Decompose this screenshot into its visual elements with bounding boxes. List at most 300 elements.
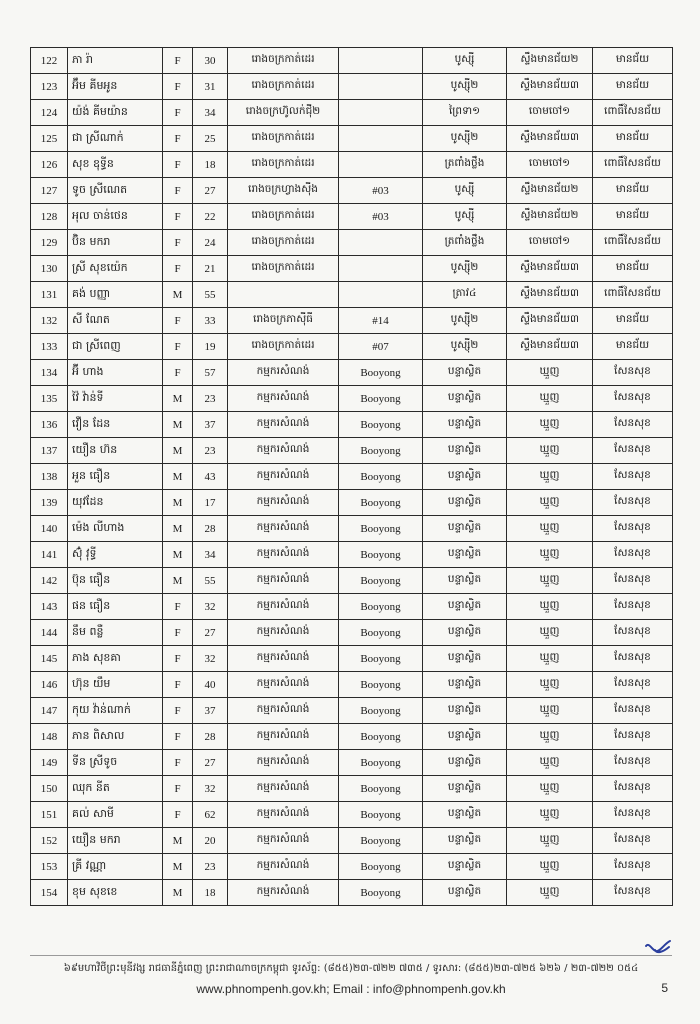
sex-cell: M bbox=[163, 282, 193, 308]
row-number-cell: 144 bbox=[31, 620, 68, 646]
village-cell: ត្រាវ៤ bbox=[423, 282, 507, 308]
commune-cell: ចោមចៅ១ bbox=[507, 152, 593, 178]
worker-name-cell: ហ៊ុន យឹម bbox=[68, 672, 163, 698]
sex-cell: M bbox=[163, 828, 193, 854]
worker-name-cell: ស្រី សុខយ៉េក bbox=[68, 256, 163, 282]
worker-name-cell: ស៊ុំ វុទ្ធី bbox=[68, 542, 163, 568]
table-row bbox=[31, 542, 673, 568]
code-cell bbox=[339, 48, 423, 74]
workplace-cell: កម្មករសំណង់ bbox=[228, 412, 339, 438]
code-cell: Booyong bbox=[339, 646, 423, 672]
age-cell: 32 bbox=[193, 776, 228, 802]
sex-cell: M bbox=[163, 854, 193, 880]
row-number-cell: 135 bbox=[31, 386, 68, 412]
sex-cell: F bbox=[163, 594, 193, 620]
code-cell: Booyong bbox=[339, 464, 423, 490]
age-cell: 55 bbox=[193, 282, 228, 308]
commune-cell: ស្ទឹងមានជ័យ៣ bbox=[507, 74, 593, 100]
village-cell: បន្ទាស្លិត bbox=[423, 750, 507, 776]
row-number-cell: 142 bbox=[31, 568, 68, 594]
workplace-cell: កម្មករសំណង់ bbox=[228, 490, 339, 516]
workplace-cell: កម្មករសំណង់ bbox=[228, 750, 339, 776]
row-number-cell: 133 bbox=[31, 334, 68, 360]
table-row bbox=[31, 438, 673, 464]
row-number-cell: 127 bbox=[31, 178, 68, 204]
worker-name-cell: វ៉ៃ វ៉ាន់ទី bbox=[68, 386, 163, 412]
row-number-cell: 149 bbox=[31, 750, 68, 776]
district-cell: សែនសុខ bbox=[593, 542, 673, 568]
table-row bbox=[31, 126, 673, 152]
table-row bbox=[31, 386, 673, 412]
worker-name-cell: អុល ចាន់ថេន bbox=[68, 204, 163, 230]
row-number-cell: 131 bbox=[31, 282, 68, 308]
row-number-cell: 140 bbox=[31, 516, 68, 542]
commune-cell: ឃ្មួញ bbox=[507, 880, 593, 906]
village-cell: បូស្ស៊ី២ bbox=[423, 126, 507, 152]
sex-cell: F bbox=[163, 204, 193, 230]
district-cell: សែនសុខ bbox=[593, 776, 673, 802]
table-row bbox=[31, 464, 673, 490]
row-number-cell: 143 bbox=[31, 594, 68, 620]
district-cell: សែនសុខ bbox=[593, 646, 673, 672]
sex-cell: F bbox=[163, 698, 193, 724]
workplace-cell: កម្មករសំណង់ bbox=[228, 698, 339, 724]
workplace-cell: កម្មករសំណង់ bbox=[228, 724, 339, 750]
table-row bbox=[31, 828, 673, 854]
commune-cell: ស្ទឹងមានជ័យ២ bbox=[507, 204, 593, 230]
commune-cell: ឃ្មួញ bbox=[507, 542, 593, 568]
workplace-cell: រោងចក្រកាត់ដេរ bbox=[228, 126, 339, 152]
row-number-cell: 145 bbox=[31, 646, 68, 672]
workplace-cell: រោងចក្រកាត់ដេរ bbox=[228, 230, 339, 256]
age-cell: 30 bbox=[193, 48, 228, 74]
worker-name-cell: យុវដែន bbox=[68, 490, 163, 516]
district-cell: មានជ័យ bbox=[593, 334, 673, 360]
village-cell: បូស្ស៊ី២ bbox=[423, 256, 507, 282]
code-cell bbox=[339, 152, 423, 178]
age-cell: 34 bbox=[193, 542, 228, 568]
commune-cell: ចោមចៅ១ bbox=[507, 230, 593, 256]
age-cell: 37 bbox=[193, 698, 228, 724]
workplace-cell: កម្មករសំណង់ bbox=[228, 620, 339, 646]
row-number-cell: 150 bbox=[31, 776, 68, 802]
table-row bbox=[31, 698, 673, 724]
district-cell: ពោធិ៍សែនជ័យ bbox=[593, 100, 673, 126]
district-cell: សែនសុខ bbox=[593, 490, 673, 516]
row-number-cell: 148 bbox=[31, 724, 68, 750]
district-cell: សែនសុខ bbox=[593, 880, 673, 906]
commune-cell: ឃ្មួញ bbox=[507, 464, 593, 490]
worker-name-cell: វឿន ដែន bbox=[68, 412, 163, 438]
age-cell: 19 bbox=[193, 334, 228, 360]
workplace-cell: កម្មករសំណង់ bbox=[228, 594, 339, 620]
commune-cell: ចោមចៅ១ bbox=[507, 100, 593, 126]
commune-cell: ស្ទឹងមានជ័យ៣ bbox=[507, 126, 593, 152]
sex-cell: F bbox=[163, 672, 193, 698]
workplace-cell: រោងចក្រហ៊ូលក់ជ៉ី២ bbox=[228, 100, 339, 126]
village-cell: បូស្ស៊ី២ bbox=[423, 308, 507, 334]
workplace-cell: កម្មករសំណង់ bbox=[228, 828, 339, 854]
workplace-cell: រោងចក្រកាត់ដេរ bbox=[228, 256, 339, 282]
age-cell: 17 bbox=[193, 490, 228, 516]
age-cell: 37 bbox=[193, 412, 228, 438]
district-cell: ពោធិ៍សែនជ័យ bbox=[593, 282, 673, 308]
commune-cell: ស្ទឹងមានជ័យ៣ bbox=[507, 282, 593, 308]
village-cell: បន្ទាស្លិត bbox=[423, 698, 507, 724]
sex-cell: M bbox=[163, 464, 193, 490]
district-cell: មានជ័យ bbox=[593, 204, 673, 230]
district-cell: ពោធិ៍សែនជ័យ bbox=[593, 152, 673, 178]
commune-cell: ស្ទឹងមានជ័យ៣ bbox=[507, 256, 593, 282]
row-number-cell: 141 bbox=[31, 542, 68, 568]
workplace-cell: កម្មករសំណង់ bbox=[228, 568, 339, 594]
sex-cell: F bbox=[163, 74, 193, 100]
village-cell: បន្ទាស្លិត bbox=[423, 438, 507, 464]
workplace-cell: កម្មករសំណង់ bbox=[228, 802, 339, 828]
sex-cell: F bbox=[163, 802, 193, 828]
workplace-cell: កម្មករសំណង់ bbox=[228, 646, 339, 672]
table-row bbox=[31, 594, 673, 620]
table-row bbox=[31, 100, 673, 126]
table-row bbox=[31, 854, 673, 880]
sex-cell: F bbox=[163, 620, 193, 646]
table-row bbox=[31, 256, 673, 282]
worker-name-cell: យឿន ហ៊ន bbox=[68, 438, 163, 464]
table-row bbox=[31, 48, 673, 74]
code-cell bbox=[339, 74, 423, 100]
village-cell: បន្ទាស្លិត bbox=[423, 828, 507, 854]
sex-cell: M bbox=[163, 438, 193, 464]
sex-cell: F bbox=[163, 724, 193, 750]
code-cell: Booyong bbox=[339, 490, 423, 516]
code-cell: Booyong bbox=[339, 412, 423, 438]
district-cell: មានជ័យ bbox=[593, 126, 673, 152]
worker-name-cell: ប៊ិន មករា bbox=[68, 230, 163, 256]
sex-cell: M bbox=[163, 516, 193, 542]
table-row bbox=[31, 620, 673, 646]
table-row bbox=[31, 74, 673, 100]
worker-name-cell: ជា ស្រីពេញ bbox=[68, 334, 163, 360]
sex-cell: F bbox=[163, 178, 193, 204]
age-cell: 18 bbox=[193, 880, 228, 906]
code-cell: #03 bbox=[339, 204, 423, 230]
code-cell: Booyong bbox=[339, 802, 423, 828]
age-cell: 27 bbox=[193, 178, 228, 204]
table-row bbox=[31, 802, 673, 828]
workplace-cell: រោងចក្រកាត់ដេរ bbox=[228, 74, 339, 100]
worker-name-cell: សី ណែត bbox=[68, 308, 163, 334]
worker-name-cell: អួន ធឿន bbox=[68, 464, 163, 490]
table-row bbox=[31, 646, 673, 672]
age-cell: 27 bbox=[193, 620, 228, 646]
sex-cell: M bbox=[163, 412, 193, 438]
row-number-cell: 137 bbox=[31, 438, 68, 464]
commune-cell: ឃ្មួញ bbox=[507, 776, 593, 802]
commune-cell: ឃ្មួញ bbox=[507, 594, 593, 620]
commune-cell: ឃ្មួញ bbox=[507, 516, 593, 542]
roster-body bbox=[31, 48, 673, 906]
village-cell: បូស្ស៊ី bbox=[423, 178, 507, 204]
code-cell bbox=[339, 282, 423, 308]
table-row bbox=[31, 152, 673, 178]
age-cell: 20 bbox=[193, 828, 228, 854]
code-cell bbox=[339, 256, 423, 282]
code-cell: Booyong bbox=[339, 880, 423, 906]
village-cell: បន្ទាស្លិត bbox=[423, 724, 507, 750]
district-cell: សែនសុខ bbox=[593, 412, 673, 438]
code-cell: Booyong bbox=[339, 828, 423, 854]
commune-cell: ឃ្មួញ bbox=[507, 828, 593, 854]
sex-cell: F bbox=[163, 750, 193, 776]
row-number-cell: 153 bbox=[31, 854, 68, 880]
sex-cell: F bbox=[163, 360, 193, 386]
row-number-cell: 146 bbox=[31, 672, 68, 698]
village-cell: បូស្ស៊ី bbox=[423, 48, 507, 74]
table-row bbox=[31, 568, 673, 594]
code-cell: Booyong bbox=[339, 360, 423, 386]
workplace-cell: រោងចក្រកាត់ដេរ bbox=[228, 204, 339, 230]
age-cell: 23 bbox=[193, 854, 228, 880]
village-cell: បន្ទាស្លិត bbox=[423, 412, 507, 438]
code-cell: Booyong bbox=[339, 854, 423, 880]
workplace-cell bbox=[228, 282, 339, 308]
worker-name-cell: កុយ វ៉ាន់ណាក់ bbox=[68, 698, 163, 724]
code-cell: Booyong bbox=[339, 750, 423, 776]
row-number-cell: 126 bbox=[31, 152, 68, 178]
row-number-cell: 147 bbox=[31, 698, 68, 724]
village-cell: បន្ទាស្លិត bbox=[423, 542, 507, 568]
workplace-cell: រោងចក្រកាត់ដេរ bbox=[228, 152, 339, 178]
table-row bbox=[31, 334, 673, 360]
table-row bbox=[31, 672, 673, 698]
village-cell: បន្ទាស្លិត bbox=[423, 594, 507, 620]
worker-name-cell: ទីន ស្រីទូច bbox=[68, 750, 163, 776]
age-cell: 25 bbox=[193, 126, 228, 152]
village-cell: បន្ទាស្លិត bbox=[423, 464, 507, 490]
village-cell: បន្ទាស្លិត bbox=[423, 490, 507, 516]
village-cell: បន្ទាស្លិត bbox=[423, 620, 507, 646]
row-number-cell: 128 bbox=[31, 204, 68, 230]
table-row bbox=[31, 750, 673, 776]
village-cell: បន្ទាស្លិត bbox=[423, 646, 507, 672]
workplace-cell: កម្មករសំណង់ bbox=[228, 516, 339, 542]
age-cell: 28 bbox=[193, 724, 228, 750]
worker-name-cell: អ៊ី ហាង bbox=[68, 360, 163, 386]
district-cell: សែនសុខ bbox=[593, 568, 673, 594]
sex-cell: M bbox=[163, 490, 193, 516]
row-number-cell: 125 bbox=[31, 126, 68, 152]
code-cell bbox=[339, 126, 423, 152]
table-row bbox=[31, 776, 673, 802]
code-cell: Booyong bbox=[339, 672, 423, 698]
row-number-cell: 138 bbox=[31, 464, 68, 490]
district-cell: សែនសុខ bbox=[593, 672, 673, 698]
worker-name-cell: ផន ធឿន bbox=[68, 594, 163, 620]
village-cell: បន្ទាស្លិត bbox=[423, 854, 507, 880]
code-cell: #07 bbox=[339, 334, 423, 360]
worker-name-cell: ម៉េង លីហាង bbox=[68, 516, 163, 542]
row-number-cell: 136 bbox=[31, 412, 68, 438]
commune-cell: ស្ទឹងមានជ័យ២ bbox=[507, 178, 593, 204]
age-cell: 31 bbox=[193, 74, 228, 100]
sex-cell: F bbox=[163, 152, 193, 178]
code-cell bbox=[339, 230, 423, 256]
sex-cell: M bbox=[163, 386, 193, 412]
code-cell: Booyong bbox=[339, 568, 423, 594]
table-row bbox=[31, 204, 673, 230]
commune-cell: ឃ្មួញ bbox=[507, 698, 593, 724]
workplace-cell: កម្មករសំណង់ bbox=[228, 880, 339, 906]
table-row bbox=[31, 724, 673, 750]
workplace-cell: កម្មករសំណង់ bbox=[228, 854, 339, 880]
village-cell: ត្រពាំងថ្លឹង bbox=[423, 230, 507, 256]
district-cell: សែនសុខ bbox=[593, 750, 673, 776]
district-cell: សែនសុខ bbox=[593, 438, 673, 464]
worker-roster-table bbox=[30, 47, 673, 906]
district-cell: សែនសុខ bbox=[593, 516, 673, 542]
village-cell: បន្ទាស្លិត bbox=[423, 386, 507, 412]
age-cell: 27 bbox=[193, 750, 228, 776]
worker-name-cell: គង់ បញ្ញា bbox=[68, 282, 163, 308]
footer-web-contact: www.phnompenh.gov.kh; Email : info@phnompenh.gov.kh bbox=[196, 982, 506, 996]
age-cell: 23 bbox=[193, 438, 228, 464]
row-number-cell: 129 bbox=[31, 230, 68, 256]
age-cell: 62 bbox=[193, 802, 228, 828]
code-cell: Booyong bbox=[339, 776, 423, 802]
village-cell: បូស្ស៊ី២ bbox=[423, 74, 507, 100]
district-cell: សែនសុខ bbox=[593, 828, 673, 854]
district-cell: មានជ័យ bbox=[593, 48, 673, 74]
worker-name-cell: ភាង សុខគា bbox=[68, 646, 163, 672]
table-row bbox=[31, 178, 673, 204]
worker-name-cell: យ៉ង់ គីមយ៉ាន bbox=[68, 100, 163, 126]
row-number-cell: 123 bbox=[31, 74, 68, 100]
code-cell bbox=[339, 100, 423, 126]
code-cell: #14 bbox=[339, 308, 423, 334]
code-cell: Booyong bbox=[339, 516, 423, 542]
table-row bbox=[31, 880, 673, 906]
age-cell: 32 bbox=[193, 594, 228, 620]
worker-name-cell: ភាន ពិសាល bbox=[68, 724, 163, 750]
district-cell: សែនសុខ bbox=[593, 724, 673, 750]
sex-cell: M bbox=[163, 542, 193, 568]
worker-name-cell: ទូច ស្រីណេត bbox=[68, 178, 163, 204]
district-cell: សែនសុខ bbox=[593, 464, 673, 490]
district-cell: សែនសុខ bbox=[593, 360, 673, 386]
village-cell: ត្រពាំងថ្លឹង bbox=[423, 152, 507, 178]
page-number: 5 bbox=[661, 981, 668, 995]
worker-name-cell: សុខ ឧុទ្ធីន bbox=[68, 152, 163, 178]
age-cell: 22 bbox=[193, 204, 228, 230]
village-cell: បូស្ស៊ី bbox=[423, 204, 507, 230]
table-row bbox=[31, 282, 673, 308]
commune-cell: ស្ទឹងមានជ័យ៣ bbox=[507, 334, 593, 360]
age-cell: 43 bbox=[193, 464, 228, 490]
initial-signature-mark bbox=[643, 938, 673, 956]
table-row bbox=[31, 360, 673, 386]
workplace-cell: រោងចក្រភាស៊ីធី bbox=[228, 308, 339, 334]
village-cell: បន្ទាស្លិត bbox=[423, 360, 507, 386]
sex-cell: F bbox=[163, 776, 193, 802]
row-number-cell: 132 bbox=[31, 308, 68, 334]
commune-cell: ឃ្មួញ bbox=[507, 724, 593, 750]
table-row bbox=[31, 412, 673, 438]
row-number-cell: 130 bbox=[31, 256, 68, 282]
row-number-cell: 152 bbox=[31, 828, 68, 854]
workplace-cell: កម្មករសំណង់ bbox=[228, 360, 339, 386]
commune-cell: ស្ទឹងមានជ័យ២ bbox=[507, 48, 593, 74]
commune-cell: ឃ្មួញ bbox=[507, 854, 593, 880]
commune-cell: ឃ្មួញ bbox=[507, 568, 593, 594]
age-cell: 32 bbox=[193, 646, 228, 672]
commune-cell: ស្ទឹងមានជ័យ៣ bbox=[507, 308, 593, 334]
code-cell: Booyong bbox=[339, 438, 423, 464]
row-number-cell: 154 bbox=[31, 880, 68, 906]
sex-cell: M bbox=[163, 880, 193, 906]
worker-name-cell: គ្រី វណ្ណា bbox=[68, 854, 163, 880]
village-cell: បន្ទាស្លិត bbox=[423, 880, 507, 906]
workplace-cell: រោងចក្រហ្វាងស៊ីង bbox=[228, 178, 339, 204]
district-cell: សែនសុខ bbox=[593, 620, 673, 646]
age-cell: 57 bbox=[193, 360, 228, 386]
sex-cell: F bbox=[163, 256, 193, 282]
district-cell: សែនសុខ bbox=[593, 594, 673, 620]
workplace-cell: រោងចក្រកាត់ដេរ bbox=[228, 334, 339, 360]
village-cell: បន្ទាស្លិត bbox=[423, 672, 507, 698]
row-number-cell: 124 bbox=[31, 100, 68, 126]
village-cell: បន្ទាស្លិត bbox=[423, 516, 507, 542]
sex-cell: F bbox=[163, 126, 193, 152]
commune-cell: ឃ្មួញ bbox=[507, 802, 593, 828]
worker-name-cell: យឿន មករា bbox=[68, 828, 163, 854]
worker-name-cell: ឈុក នីត bbox=[68, 776, 163, 802]
district-cell: សែនសុខ bbox=[593, 802, 673, 828]
table-row bbox=[31, 230, 673, 256]
district-cell: មានជ័យ bbox=[593, 308, 673, 334]
village-cell: ព្រៃទា១ bbox=[423, 100, 507, 126]
commune-cell: ឃ្មួញ bbox=[507, 386, 593, 412]
district-cell: មានជ័យ bbox=[593, 178, 673, 204]
footer-divider bbox=[30, 955, 672, 956]
code-cell: Booyong bbox=[339, 386, 423, 412]
sex-cell: F bbox=[163, 48, 193, 74]
age-cell: 34 bbox=[193, 100, 228, 126]
district-cell: សែនសុខ bbox=[593, 854, 673, 880]
age-cell: 28 bbox=[193, 516, 228, 542]
worker-name-cell: ប៊ុន ធឿន bbox=[68, 568, 163, 594]
worker-name-cell: អ៊ឹម គីមអូន bbox=[68, 74, 163, 100]
code-cell: Booyong bbox=[339, 594, 423, 620]
district-cell: មានជ័យ bbox=[593, 256, 673, 282]
worker-name-cell: គល់ សាមី bbox=[68, 802, 163, 828]
code-cell: Booyong bbox=[339, 620, 423, 646]
age-cell: 40 bbox=[193, 672, 228, 698]
commune-cell: ឃ្មួញ bbox=[507, 490, 593, 516]
footer-address: ៦៩មហាវិថីព្រះមុនីវង្ស រាជធានីភ្នំពេញ ព្រះរាជាណាចក្រកម្ពុជា ទូរស័ព្ទ: (៨៥៥)២៣-៧២២ ៧៣៥ / ទូរសារ: (៨៥៥)២៣-៧២៥ ៦២៦ / ២៣-៧២២ ០៥៤ bbox=[63, 963, 639, 974]
commune-cell: ឃ្មួញ bbox=[507, 750, 593, 776]
district-cell: មានជ័យ bbox=[593, 74, 673, 100]
village-cell: បូស្ស៊ី២ bbox=[423, 334, 507, 360]
workplace-cell: កម្មករសំណង់ bbox=[228, 776, 339, 802]
commune-cell: ឃ្មួញ bbox=[507, 438, 593, 464]
code-cell: Booyong bbox=[339, 542, 423, 568]
district-cell: ពោធិ៍សែនជ័យ bbox=[593, 230, 673, 256]
table-row bbox=[31, 490, 673, 516]
age-cell: 24 bbox=[193, 230, 228, 256]
row-number-cell: 151 bbox=[31, 802, 68, 828]
commune-cell: ឃ្មួញ bbox=[507, 412, 593, 438]
workplace-cell: រោងចក្រកាត់ដេរ bbox=[228, 48, 339, 74]
